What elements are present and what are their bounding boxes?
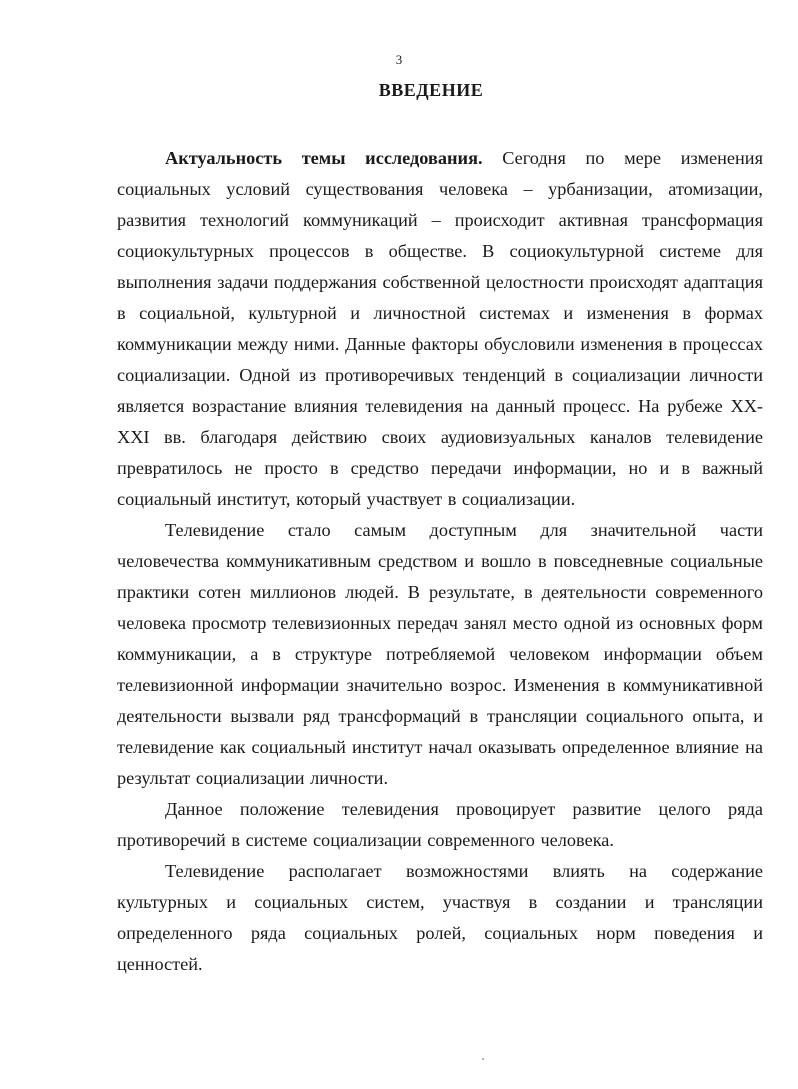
scan-speck [482,1058,484,1060]
page-number: 3 [395,52,403,67]
section-title: ВВЕДЕНИЕ [378,80,484,100]
paragraph-lead-heading: Актуальность темы исследования. [165,148,483,168]
paragraph-cultural-systems: Телевидение располагает возможностями влиять на содержание культурных и социальных систем, участвуя в создании и трансляции определенного ряда социальных ролей, социальных норм поведения и ценностей. [117,861,763,974]
paragraph-text: Сегодня по мере изменения социальных условий существования человека – урбанизации, атомизации, развития технологий коммуникаций – происходит активная трансформация социокультурных процессов в обществе. В социокультурной системе для выполнения задачи поддержания собственной целостности происходят адаптация в социальной, культурной и личностной системах и изменения в формах коммуникации между ними. Данные факторы обусловили изменения в процессах социализации. Одной из противоречивых тенденций в социализации личности является возрастание влияния телевидения на данный процесс. На рубеже XX-XXI вв. благодаря действию своих аудиовизуальных каналов телевидение превратилось не просто в средство передачи информации, но и в важный социальный институт, который участвует в социализации. [117,148,763,509]
paragraph-contradictions: Данное положение телевидения провоцирует развитие целого ряда противоречий в системе социализации современного человека. [117,799,763,850]
paragraph-relevance [117,143,763,515]
body-text [117,143,763,980]
paragraph-television-access: Телевидение стало самым доступным для значительной части человечества коммуникативным средством и вошло в повседневные социальные практики сотен миллионов людей. В результате, в деятельности современного человека просмотр телевизионных передач занял место одной из основных форм коммуникации, а в структуре потребляемой человеком информации объем телевизионной информации значительно возрос. Изменения в коммуникативной деятельности вызвали ряд трансформаций в трансляции социального опыта, и телевидение как социальный институт начал оказывать определенное влияние на результат социализации личности. [117,520,763,788]
